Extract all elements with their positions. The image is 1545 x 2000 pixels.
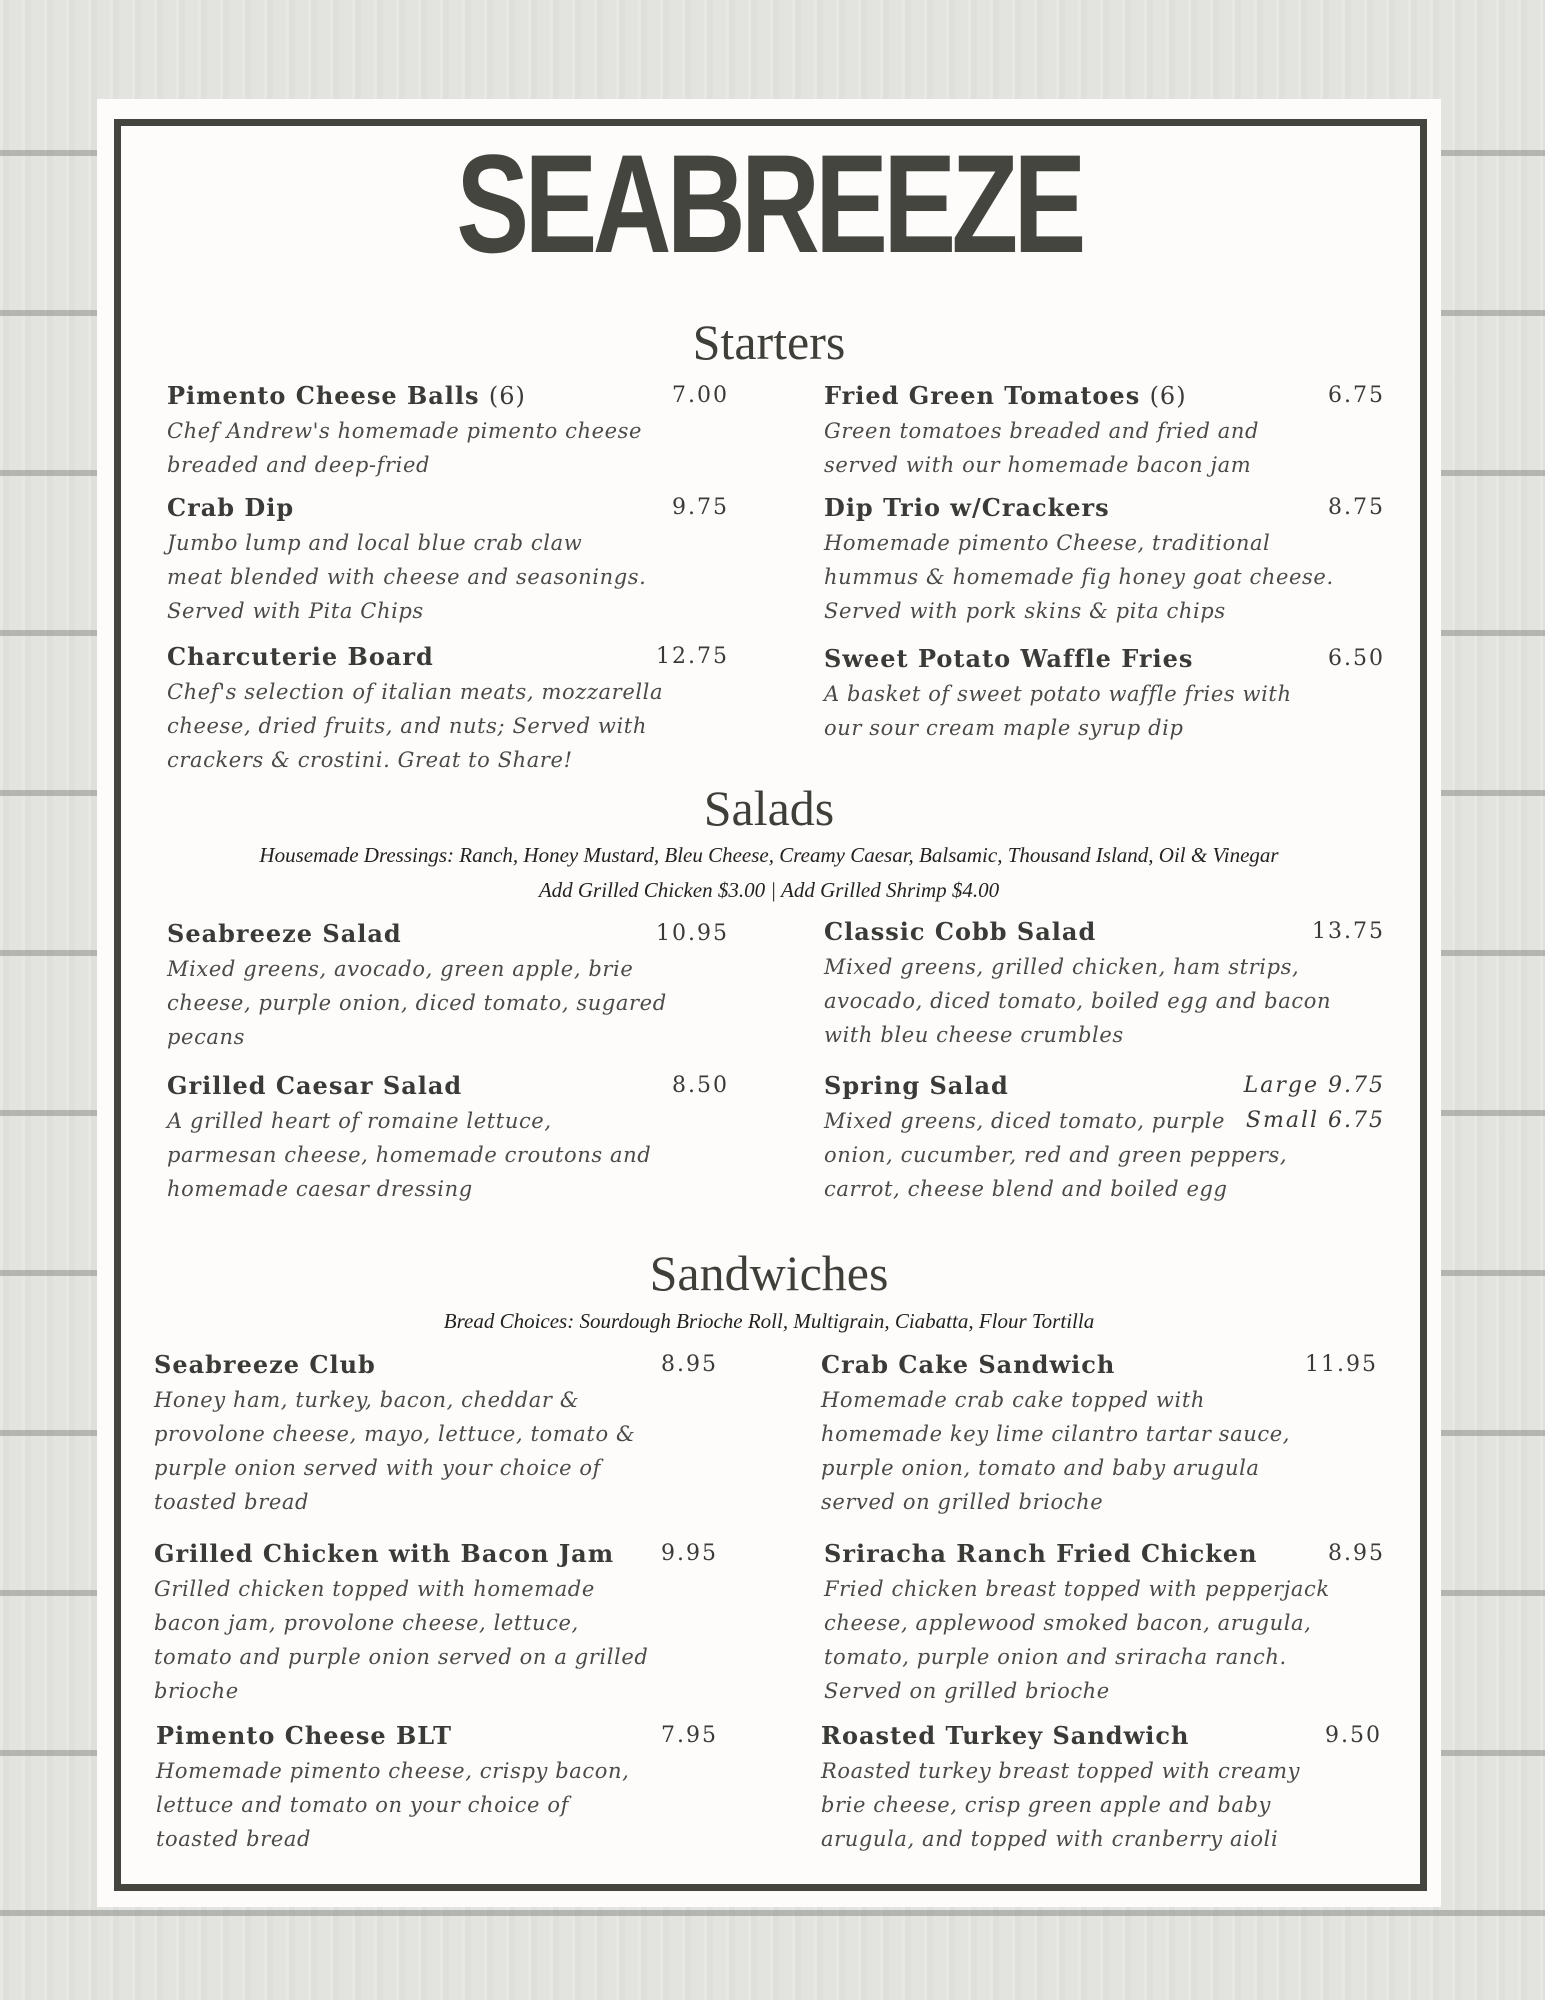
item-name: Spring Salad [824, 1071, 1009, 1100]
menu-item [154, 1539, 648, 1708]
item-count: (6) [1149, 382, 1187, 410]
menu-item [167, 493, 646, 628]
item-description: A grilled heart of romaine lettuce, parmesan cheese, homemade croutons and homemade caesar dressing [167, 1109, 652, 1201]
item-price: 8.75 [1328, 495, 1385, 520]
item-price: 6.50 [1328, 646, 1385, 671]
menu-item [167, 919, 667, 1054]
item-price: 7.95 [661, 1723, 718, 1748]
item-price: 11.95 [1305, 1352, 1378, 1377]
item-description: Green tomatoes breaded and fried and served with our homemade bacon jam [824, 419, 1260, 477]
menu-item [824, 493, 1334, 628]
dressings-note: Housemade Dressings: Ranch, Honey Mustard, Bleu Cheese, Creamy Caesar, Balsamic, Thousand Island, Oil & Vinegar [259, 843, 1279, 867]
item-description: Homemade pimento cheese, crispy bacon, lettuce and tomato on your choice of toasted bread [156, 1759, 630, 1851]
item-name: Pimento Cheese BLT [156, 1721, 453, 1750]
item-name: Crab Cake Sandwich [821, 1350, 1116, 1379]
menu-item [821, 1350, 1290, 1519]
item-name: Dip Trio w/Crackers [824, 493, 1110, 522]
item-name: Seabreeze Club [154, 1350, 376, 1379]
item-description: A basket of sweet potato waffle fries with our sour cream maple syrup dip [824, 682, 1292, 740]
item-price-large: Large 9.75 [1243, 1073, 1385, 1098]
item-name: Grilled Caesar Salad [167, 1071, 463, 1100]
restaurant-title: SEABREEZE [456, 125, 1082, 282]
item-description: Fried chicken breast topped with pepperjack cheese, applewood smoked bacon, arugula, tomato, purple onion and sriracha ranch. Served on grilled brioche [824, 1577, 1330, 1703]
addons-note: Add Grilled Chicken $3.00 | Add Grilled Shrimp $4.00 [538, 878, 1000, 902]
item-description: Chef Andrew's homemade pimento cheese breaded and deep-fried [167, 419, 643, 477]
item-price: 9.75 [672, 495, 729, 520]
bread-note: Bread Choices: Sourdough Brioche Roll, Multigrain, Ciabatta, Flour Tortilla [443, 1309, 1095, 1333]
item-description: Homemade pimento Cheese, traditional hummus & homemade fig honey goat cheese. Served with pork skins & pita chips [824, 531, 1334, 623]
menu-item [824, 1539, 1330, 1708]
item-name: Fried Green Tomatoes [824, 381, 1141, 410]
item-price: 10.95 [656, 921, 729, 946]
item-price: 8.50 [672, 1073, 729, 1098]
item-price: 8.95 [1328, 1541, 1385, 1566]
item-description: Grilled chicken topped with homemade bacon jam, provolone cheese, lettuce, tomato and purple onion served on a grilled brioche [154, 1577, 649, 1703]
item-description: Mixed greens, diced tomato, purple onion, cucumber, red and green peppers, carrot, cheese blend and boiled egg [824, 1109, 1288, 1201]
menu-item [156, 1721, 629, 1856]
item-price: 9.50 [1325, 1723, 1382, 1748]
item-count: (6) [488, 382, 526, 410]
item-description: Roasted turkey breast topped with creamy brie cheese, crisp green apple and baby arugula, and topped with cranberry aioli [821, 1759, 1301, 1851]
menu-item [167, 642, 663, 777]
menu-item [167, 381, 642, 482]
menu-paper [97, 99, 1441, 1907]
item-price-small: Small 6.75 [1245, 1108, 1385, 1133]
item-price: 7.00 [672, 383, 729, 408]
item-price: 13.75 [1312, 919, 1385, 944]
item-description: Jumbo lump and local blue crab claw meat blended with cheese and seasonings. Served with Pita Chips [167, 531, 647, 623]
menu-item [824, 644, 1292, 745]
item-description: Mixed greens, grilled chicken, ham strips, avocado, diced tomato, boiled egg and bacon with bleu cheese crumbles [824, 955, 1332, 1047]
sandwiches-heading: Sandwiches [649, 1245, 889, 1301]
item-description: Homemade crab cake topped with homemade key lime cilantro tartar sauce, purple onion, tomato and baby arugula served on grilled brioche [821, 1388, 1291, 1514]
item-price: 8.95 [661, 1352, 718, 1377]
salads-heading: Salads [703, 780, 835, 836]
item-name: Charcuterie Board [167, 642, 434, 671]
item-name: Crab Dip [167, 493, 295, 522]
item-name: Roasted Turkey Sandwich [821, 1721, 1190, 1750]
item-name: Classic Cobb Salad [824, 917, 1097, 946]
item-price: 12.75 [656, 644, 729, 669]
item-name: Grilled Chicken with Bacon Jam [154, 1539, 615, 1568]
menu-item [821, 1721, 1300, 1856]
menu-item [167, 1071, 651, 1206]
menu-item [824, 1071, 1287, 1206]
menu-item [824, 917, 1331, 1052]
menu-item [154, 1350, 635, 1519]
item-name: Sriracha Ranch Fried Chicken [824, 1539, 1258, 1568]
item-name: Seabreeze Salad [167, 919, 402, 948]
item-price: 9.95 [661, 1541, 718, 1566]
item-price: 6.75 [1328, 383, 1385, 408]
item-description: Honey ham, turkey, bacon, cheddar & provolone cheese, mayo, lettuce, tomato & purple onion served with your choice of toasted bread [154, 1388, 636, 1514]
menu-item [824, 381, 1259, 482]
item-name: Sweet Potato Waffle Fries [824, 644, 1194, 673]
item-description: Chef's selection of italian meats, mozzarella cheese, dried fruits, and nuts; Served with crackers & crostini. Great to Share! [167, 680, 664, 772]
item-name: Pimento Cheese Balls [167, 381, 480, 410]
starters-heading: Starters [692, 314, 846, 370]
item-description: Mixed greens, avocado, green apple, brie cheese, purple onion, diced tomato, sugared pecans [167, 957, 667, 1049]
